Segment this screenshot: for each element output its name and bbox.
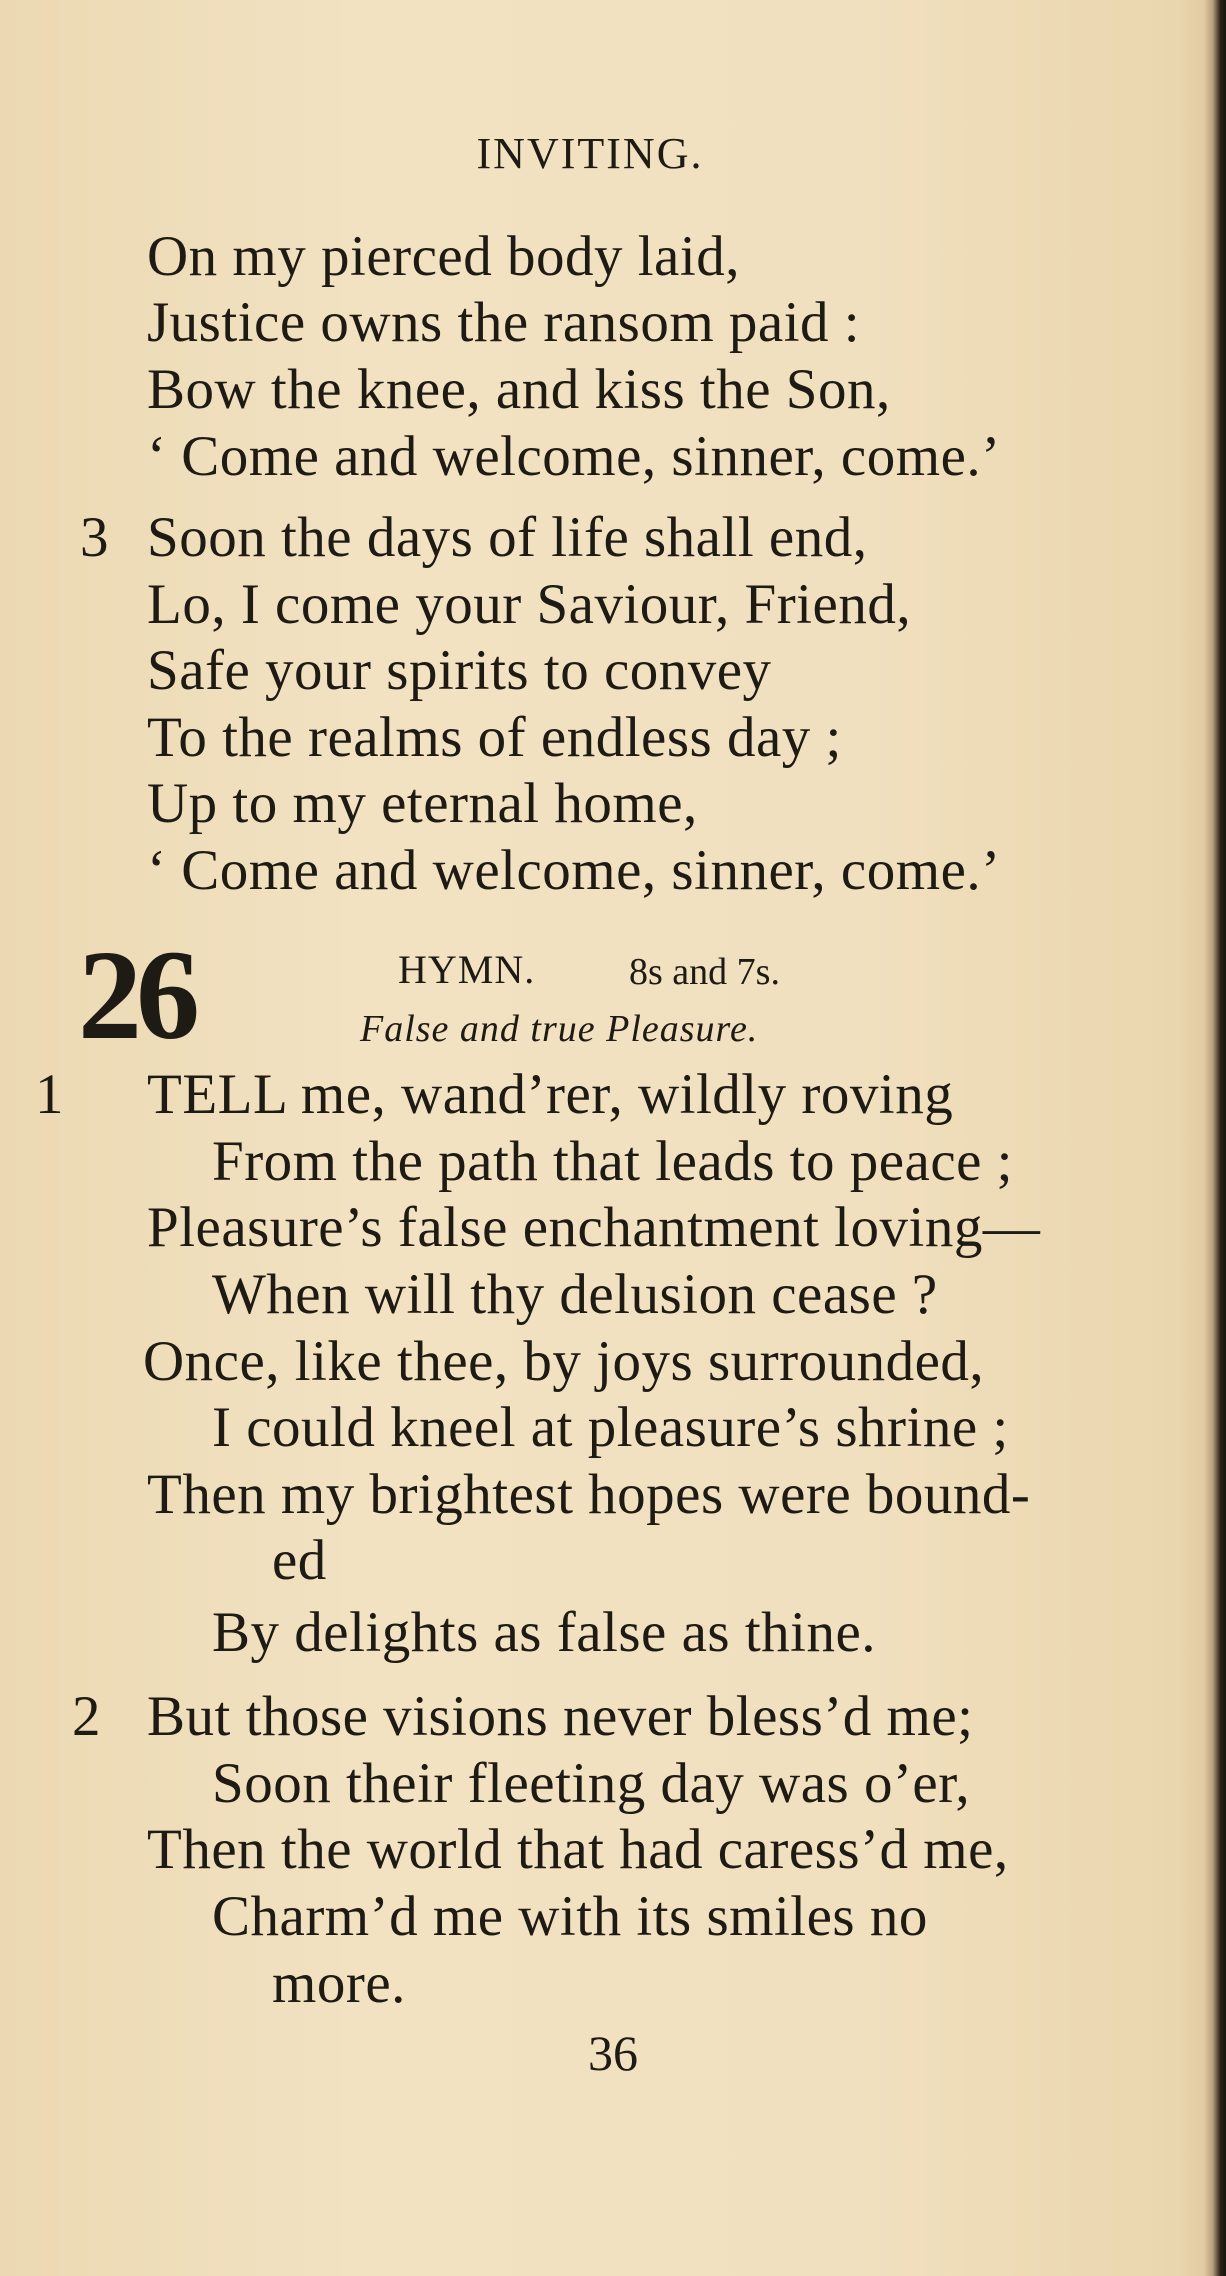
running-head: INVITING.	[476, 129, 704, 178]
stanza-number: 3	[80, 506, 109, 569]
verse-line: To the realms of endless day ;	[147, 706, 842, 769]
verse-line: When will thy delusion cease ?	[212, 1263, 938, 1326]
verse-line: Then the world that had caress’d me,	[147, 1818, 1009, 1881]
verse-line: TELL me, wand’rer, wildly roving	[147, 1063, 954, 1126]
verse-line: On my pierced body laid,	[147, 225, 740, 288]
verse-line: Lo, I come your Saviour, Friend,	[147, 573, 912, 636]
verse-line: But those visions never bless’d me;	[147, 1685, 974, 1748]
verse-line: Then my brightest hopes were bound-	[147, 1463, 1031, 1526]
verse-line: Soon the days of life shall end,	[147, 506, 868, 569]
verse-line: Pleasure’s false enchantment loving—	[147, 1196, 1041, 1259]
verse-line: Once, like thee, by joys surrounded,	[143, 1330, 985, 1393]
verse-line: more.	[272, 1952, 406, 2015]
verse-line: Soon their fleeting day was o’er,	[212, 1752, 971, 1815]
verse-line: Justice owns the ransom paid :	[147, 291, 861, 354]
verse-line: Charm’d me with its smiles no	[212, 1885, 928, 1948]
hymn-meter: 8s and 7s.	[629, 951, 780, 993]
hymn-subtitle: False and true Pleasure.	[360, 1008, 759, 1050]
verse-line: From the path that leads to peace ;	[212, 1130, 1013, 1193]
page-edge-shadow	[1204, 0, 1226, 2276]
verse-line: ‘ Come and welcome, sinner, come.’	[147, 425, 1001, 488]
hymn-number: 26	[78, 924, 194, 1066]
stanza-number: 1	[35, 1063, 64, 1126]
verse-line: I could kneel at pleasure’s shrine ;	[212, 1396, 1009, 1459]
page-number: 36	[588, 2025, 638, 2081]
verse-line: Safe your spirits to convey	[147, 639, 772, 702]
verse-line: Bow the knee, and kiss the Son,	[147, 358, 891, 421]
hymn-title: HYMN.	[398, 947, 536, 992]
verse-line: ‘ Come and welcome, sinner, come.’	[147, 839, 1001, 902]
verse-line: By delights as false as thine.	[212, 1601, 877, 1664]
stanza-number: 2	[72, 1685, 101, 1748]
verse-line: Up to my eternal home,	[147, 772, 698, 835]
verse-line: ed	[272, 1529, 327, 1592]
